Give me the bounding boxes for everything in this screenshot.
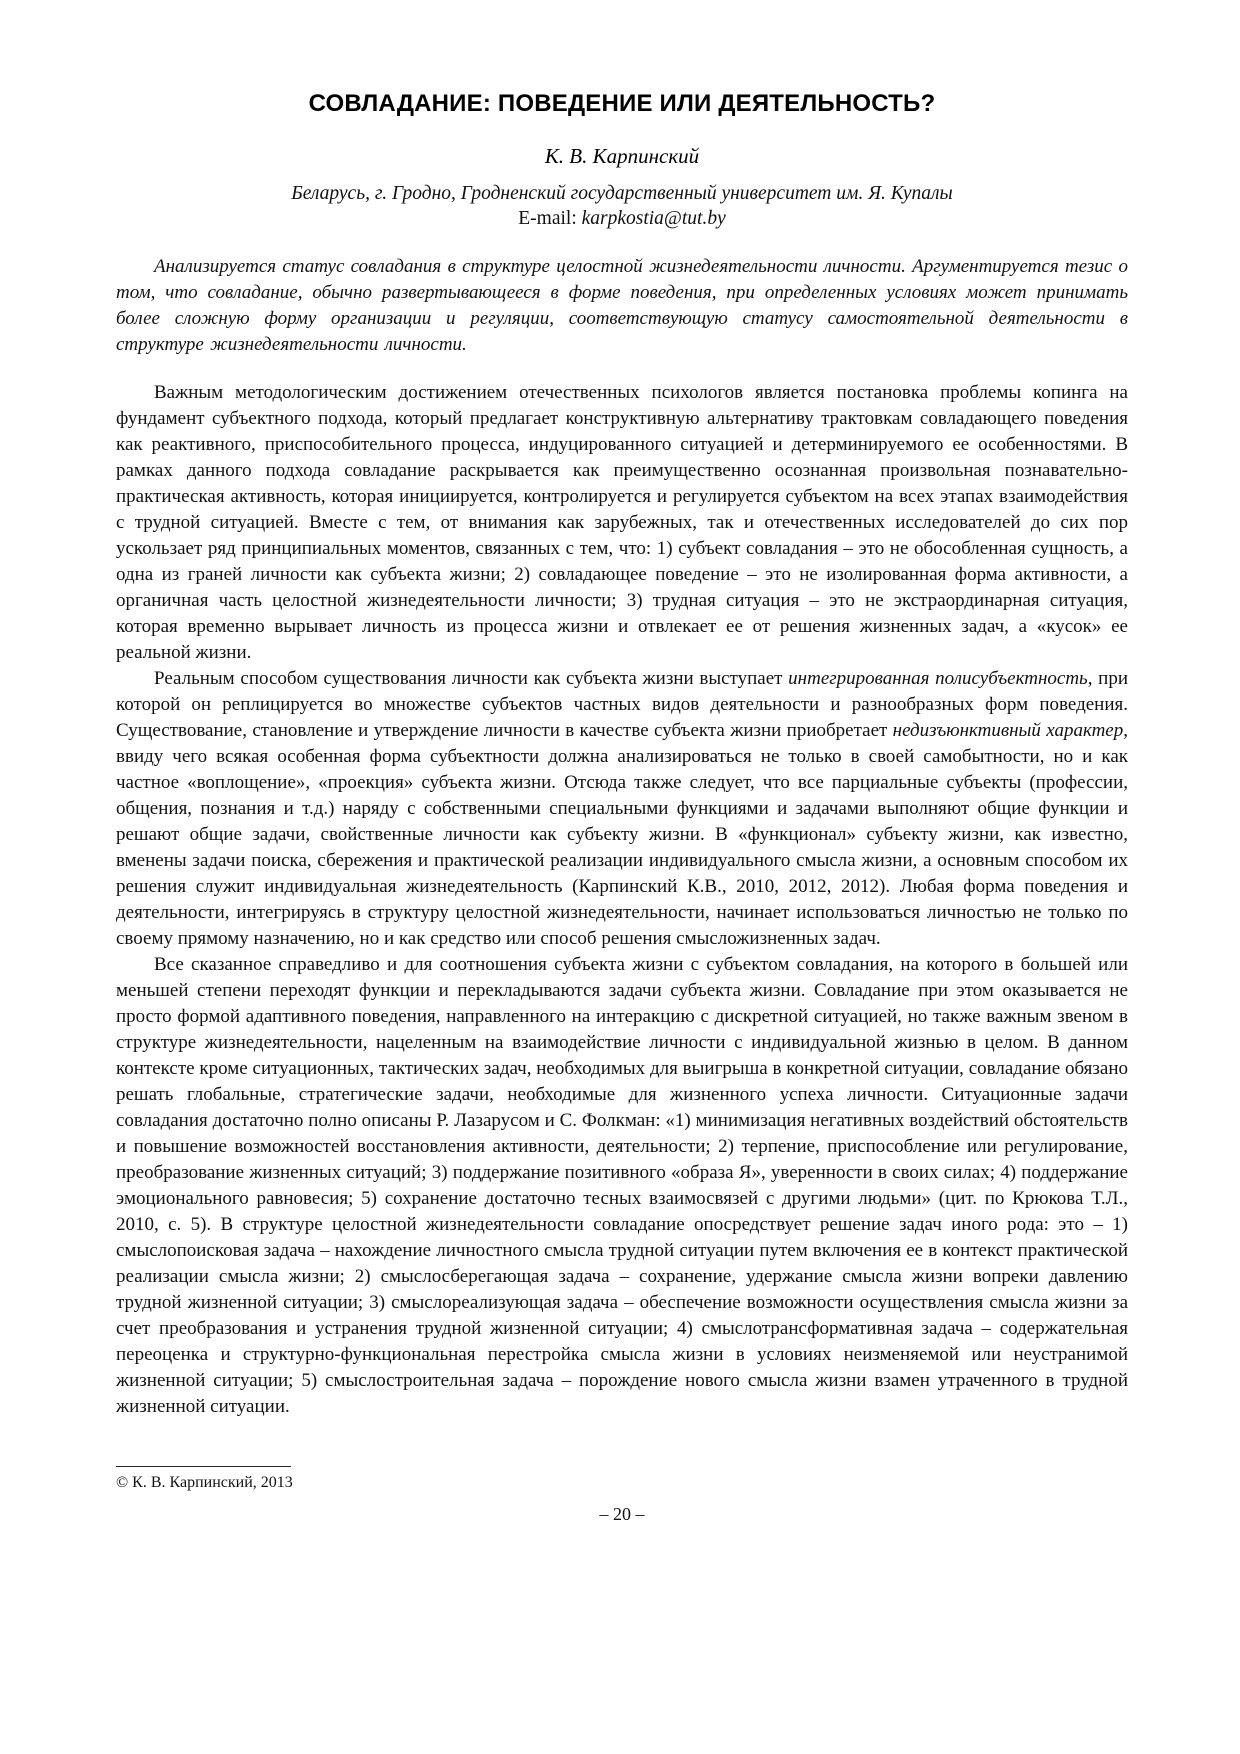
paragraph-1: Важным методологическим достижением отечественных психологов является постановка проблемы копинга на фундамент субъектного подхода, который предлагает конструктивную альтернативу трактовкам совладающего поведения как реактивного, приспособительного процесса, индуцированного ситуацией и детерминируемого ее особенностями. В рамках данного подхода совладание раскрывается как преимущественно осознанная произвольная познавательно-практическая активность, которая инициируется, контролируется и регулируется субъектом на всех этапах взаимодействия с трудной ситуацией. Вместе с тем, от внимания как зарубежных, так и отечественных исследователей до сих пор ускользает ряд принципиальных моментов, связанных с тем, что: 1) субъект совладания – это не обособленная сущность, а одна из граней личности как субъекта жизни; 2) совладающее поведение – это не изолированная форма активности, а органичная часть целостной жизнедеятельности личности; 3) трудная ситуация – это не экстраординарная ситуация, которая временно вырывает личность из процесса жизни и отвлекает ее от решения жизненных задач, а «кусок» ее реальной жизни.	[116, 382, 1128, 663]
footnote-rule	[116, 1466, 291, 1467]
email-address: karpkostia@tut.by	[581, 208, 726, 229]
email-label: E-mail:	[518, 208, 582, 229]
author-name: К. В. Карпинский	[544, 144, 700, 168]
email-line	[116, 208, 1128, 230]
copyright-notice: © К. В. Карпинский, 2013	[116, 1474, 293, 1491]
paragraph-3: Все сказанное справедливо и для соотношения субъекта жизни с субъектом совладания, на которого в большей или меньшей степени переходят функции и перекладываются задачи субъекта жизни. Совладание при этом оказывается не просто формой адаптивного поведения, направленного на интеракцию с дискретной ситуацией, но также важным звеном в структуре жизнедеятельности, нацеленным на взаимодействие личности с индивидуальной жизнью в целом. В данном контексте кроме ситуационных, тактических задач, необходимых для выигрыша в конкретной ситуации, совладание обязано решать глобальные, стратегические задачи, необходимые для жизненного успеха личности. Ситуационные задачи совладания достаточно полно описаны Р. Лазарусом и С. Фолкман: «1) минимизация негативных воздействий обстоятельств и повышение возможностей восстановления активности, деятельности; 2) терпение, приспособление или регулирование, преобразование жизненных ситуаций; 3) поддержание позитивного «образа Я», уверенности в своих силах; 4) поддержание эмоционального равновесия; 5) сохранение достаточно тесных взаимосвязей с другими людьми» (цит. по Крюкова Т.Л., 2010, с. 5). В структуре целостной жизнедеятельности совладание опосредствует решение задач иного рода: это – 1) смыслопоисковая задача – нахождение личностного смысла трудной ситуации путем включения ее в контекст практической реализации смысла жизни; 2) смыслосберегающая задача – сохранение, удержание смысла жизни вопреки давлению трудной жизненной ситуации; 3) смыслореализующая задача – обеспечение возможности осуществления смысла жизни за счет преобразования и устранения трудной жизненной ситуации; 4) смыслотрансформативная задача – содержательная переоценка и структурно-функциональная перестройка смысла жизни в условиях неизменяемой или неустранимой жизненной ситуации; 5) смыслостроительная задача – порождение нового смысла жизни взамен утраченного в трудной жизненной ситуации.	[116, 954, 1128, 1417]
paragraph-2: Реальным способом существования личности как субъекта жизни выступает интегрированная полисубъектность, при которой он реплицируется во множестве субъектов частных видов деятельности и разнообразных форм поведения. Существование, становление и утверждение личности в качестве субъекта жизни приобретает недизъюнктивный характер, ввиду чего всякая особенная форма субъектности должна анализироваться не только в своей самобытности, но и как частное «воплощение», «проекция» субъекта жизни. Отсюда также следует, что все парциальные субъекты (профессии, общения, познания и т.д.) наряду с собственными специальными функциями и задачами выполняют общие функции и решают общие задачи, свойственные личности как субъекту жизни. В «функционал» субъекту жизни, как известно, вменены задачи поиска, сбережения и практической реализации индивидуального смысла жизни, а основным способом их решения служит индивидуальная жизнедеятельность (Карпинский К.В., 2010, 2012, 2012). Любая форма поведения и деятельности, интегрируясь в структуру целостной жизнедеятельности, начинает использоваться личностью не только по своему прямому назначению, но и как средство или способ решения смысложизненных задач.	[116, 668, 1129, 949]
abstract-text: Анализируется статус совладания в структуре целостной жизнедеятельности личности. Аргументируется тезис о том, что совладание, обычно развертывающееся в форме поведения, при определенных условиях может принимать более сложную форму организации и регуляции, соответствующую статусу самостоятельной деятельности в структуре жизнедеятельности личности.	[116, 256, 1128, 355]
page-footer	[116, 1466, 1128, 1525]
page-title: СОВЛАДАНИЕ: ПОВЕДЕНИЕ ИЛИ ДЕЯТЕЛЬНОСТЬ?	[308, 90, 936, 117]
affiliation: Беларусь, г. Гродно, Гродненский государственный университет им. Я. Купалы	[291, 183, 953, 204]
page-number: – 20 –	[599, 1504, 645, 1524]
